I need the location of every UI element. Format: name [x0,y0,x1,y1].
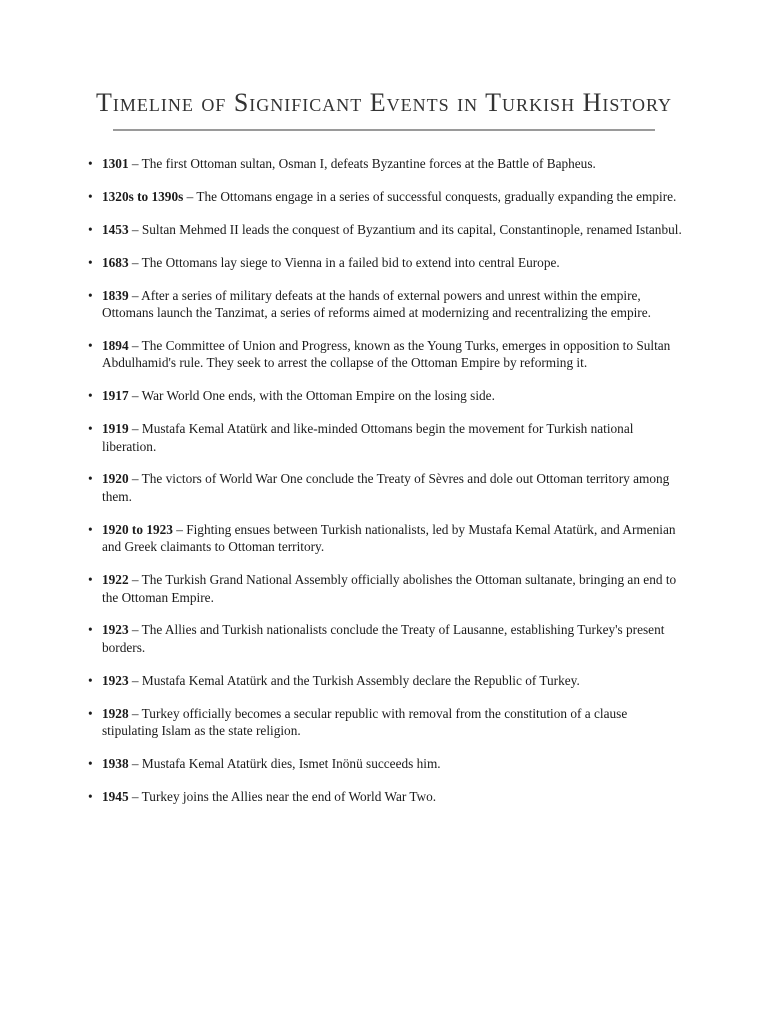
event-separator: – [128,622,142,638]
event-date: 1301 [102,156,129,171]
event-text: Mustafa Kemal Atatürk and like-minded Ottomans begin the movement for Turkish national liberation. [102,421,634,454]
event-text: Mustafa Kemal Atatürk dies, Ismet Inönü succeeds him. [141,755,441,771]
bullet-icon: • [88,572,93,588]
event-separator: – [128,156,142,171]
event-date: 1919 [102,421,129,437]
bullet-icon: • [88,622,93,638]
event-date: 1920 [102,471,129,487]
event-date: 1917 [102,388,129,404]
event-separator: – [128,421,142,437]
event-text: War World One ends, with the Ottoman Empire on the losing side. [141,388,495,404]
bullet-icon: • [88,156,93,171]
event-text: The Committee of Union and Progress, known as the Young Turks, emerges in opposition to Sultan Abdulhamid's rule. They seek to arrest the collapse of the Ottoman Empire by reforming it. [102,337,671,371]
event-date: 1920 to 1923 [102,521,173,537]
event-date: 1453 [102,221,129,237]
event-date: 1922 [102,572,129,588]
bullet-icon: • [88,705,93,721]
timeline-item [86,621,686,656]
event-separator: – [172,521,187,537]
bullet-icon: • [88,521,93,537]
timeline-item [86,571,686,606]
timeline-item [86,420,686,455]
event-date: 1928 [102,705,129,721]
timeline-item [86,188,686,205]
bullet-icon: • [88,221,93,237]
event-text: The Allies and Turkish nationalists conclude the Treaty of Lausanne, establishing Turkey's present borders. [102,622,665,655]
event-text: The Ottomans engage in a series of successful conquests, gradually expanding the empire. [196,188,677,204]
timeline-item [86,155,686,172]
event-separator: – [128,254,142,270]
event-text: Sultan Mehmed II leads the conquest of Byzantium and its capital, Constantinople, renamed Istanbul. [141,221,682,237]
timeline-item [86,387,686,404]
event-separator: – [128,788,142,804]
bullet-icon: • [88,337,93,353]
event-text: The victors of World War One conclude the Treaty of Sèvres and dole out Ottoman territory among them. [102,471,670,504]
event-date: 1320s to 1390s [102,188,184,204]
event-text: The first Ottoman sultan, Osman I, defeats Byzantine forces at the Battle of Bapheus. [141,156,596,171]
event-date: 1683 [102,254,129,270]
event-date: 1945 [102,788,129,804]
bullet-icon: • [88,287,93,303]
event-text: The Turkish Grand National Assembly officially abolishes the Ottoman sultanate, bringing an end to the Ottoman Empire. [102,572,677,605]
event-date: 1923 [102,622,129,638]
event-text: After a series of military defeats at the hands of external powers and unrest within the empire, Ottomans launch the Tanzimat, a series of reforms aimed at modernizing and recentralizing the empire. [102,287,651,321]
event-date: 1894 [102,337,129,353]
event-date: 1839 [102,287,129,303]
event-separator: – [128,471,142,487]
bullet-icon: • [88,672,93,688]
timeline-item [86,755,686,772]
event-separator: – [128,221,142,237]
bullet-icon: • [88,471,93,487]
timeline-item [86,470,686,505]
timeline-item [86,221,686,238]
bullet-icon: • [88,755,93,771]
event-separator: – [128,705,142,721]
event-separator: – [128,287,142,303]
bullet-icon: • [88,254,93,270]
event-text: Fighting ensues between Turkish nationalists, led by Mustafa Kemal Atatürk, and Armenian and Greek claimants to Ottoman territory. [102,521,676,555]
bullet-icon: • [88,788,93,804]
timeline-list [86,155,686,821]
timeline-item [86,672,686,689]
timeline-item [86,521,686,556]
timeline-item [86,705,686,740]
event-separator: – [128,672,142,688]
event-separator: – [183,188,197,204]
event-separator: – [128,388,142,404]
title-divider [113,129,655,131]
timeline-item [86,788,686,805]
page-title: Timeline of Significant Events in Turkish History [95,88,673,117]
bullet-icon: • [88,388,93,404]
event-text: Turkey joins the Allies near the end of World War Two. [141,788,437,804]
event-separator: – [128,337,142,353]
event-separator: – [128,572,142,588]
bullet-icon: • [88,421,93,437]
event-text: Turkey officially becomes a secular republic with removal from the constitution of a clause stipulating Islam as the state religion. [102,705,628,739]
event-text: The Ottomans lay siege to Vienna in a failed bid to extend into central Europe. [141,254,560,270]
event-text: Mustafa Kemal Atatürk and the Turkish Assembly declare the Republic of Turkey. [141,672,580,688]
event-date: 1938 [102,755,129,771]
bullet-icon: • [88,188,93,204]
timeline-item [86,287,686,322]
event-date: 1923 [102,672,129,688]
event-separator: – [128,755,142,771]
timeline-item [86,337,686,372]
timeline-item [86,254,686,271]
